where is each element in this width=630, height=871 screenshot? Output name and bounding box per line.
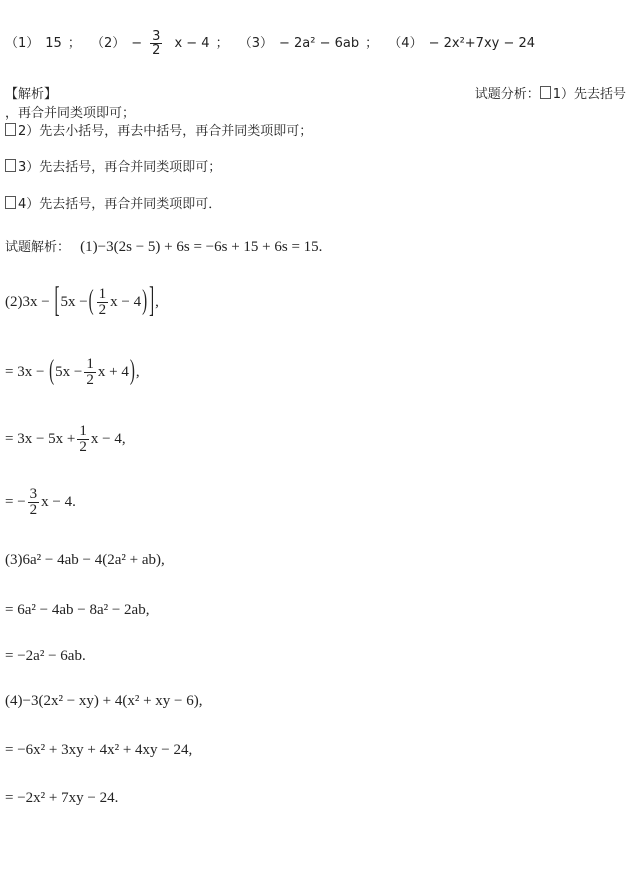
fraction-denominator: 2: [86, 372, 94, 388]
missing-glyph-icon: [540, 86, 551, 99]
analysis-line-4: [5, 193, 221, 212]
right-paren: ): [129, 356, 135, 387]
fraction-numerator: 3: [29, 486, 38, 502]
answer-3-value: − 2a² − 6ab: [279, 36, 360, 51]
missing-glyph-icon: [5, 123, 16, 136]
fraction-numerator: 1: [79, 423, 87, 439]
answer-1-value: 15: [45, 36, 62, 51]
right-bracket: ]: [149, 282, 155, 321]
solution-step-3: [5, 357, 140, 388]
fraction-numerator: 1: [86, 356, 94, 372]
step-2-b: x − 4: [110, 293, 142, 310]
step-3-a: 5x −: [55, 363, 83, 380]
fraction-denominator: 2: [29, 502, 38, 518]
solution-step-4: [5, 424, 126, 455]
step-3-fraction: [84, 357, 96, 388]
answer-2-suffix: x − 4: [174, 36, 210, 51]
answer-2-prefix: −: [131, 36, 143, 51]
solution-step-1: (1)−3(2s − 5) + 6s = −6s + 15 + 6s = 15.: [80, 239, 323, 255]
fraction-numerator: 1: [98, 286, 107, 302]
separator: ；: [215, 36, 229, 51]
separator: ；: [365, 36, 379, 51]
answer-1-label: （1）: [5, 36, 40, 51]
solution-step-10: = −6x² + 3xy + 4x² + 4xy − 24,: [5, 742, 193, 758]
left-paren: (: [88, 286, 94, 317]
missing-glyph-icon: [5, 196, 16, 209]
analysis-right-text: [475, 83, 626, 102]
solution-label: 试题解析：: [5, 240, 71, 255]
solution-step-2: [5, 282, 159, 321]
solution-step-8: = −2a² − 6ab.: [5, 648, 86, 664]
solution-line-1: [5, 236, 322, 256]
right-paren: ): [142, 286, 148, 317]
left-bracket: [: [54, 282, 60, 321]
step-2-tail: ,: [155, 293, 159, 310]
analysis-line-3-text: 3）先去括号，再合并同类项即可；: [18, 160, 222, 175]
fraction-numerator: 3: [152, 29, 161, 44]
solution-step-6: (3)6a² − 4ab − 4(2a² + ab),: [5, 552, 165, 568]
answer-2-fraction: [150, 30, 168, 57]
missing-glyph-icon: [5, 159, 16, 172]
step-5-b: x − 4.: [41, 493, 76, 510]
analysis-heading: 【解析】: [5, 87, 58, 102]
answer-4-value: − 2x²+7xy − 24: [428, 36, 536, 51]
solution-step-11: = −2x² + 7xy − 24.: [5, 790, 119, 806]
step-3-head: = 3x −: [5, 363, 45, 380]
step-2-head: (2)3x −: [5, 293, 50, 310]
step-4-b: x − 4,: [90, 430, 126, 447]
solution-step-7: = 6a² − 4ab − 8a² − 2ab,: [5, 602, 150, 618]
step-2-a: 5x −: [60, 293, 88, 310]
left-paren: (: [49, 356, 55, 387]
separator: ；: [67, 36, 81, 51]
solution-step-9: (4)−3(2x² − xy) + 4(x² + xy − 6),: [5, 693, 203, 709]
analysis-line-4-text: 4）先去括号，再合并同类项即可．: [18, 197, 222, 212]
solution-step-5: [5, 487, 76, 518]
step-3-b: x + 4: [97, 363, 129, 380]
fraction-denominator: 2: [98, 302, 107, 318]
step-4-fraction: [77, 424, 89, 455]
answer-4-label: （4）: [388, 36, 423, 51]
step-5-fraction: [28, 487, 40, 518]
fraction-denominator: 2: [79, 439, 87, 455]
step-2-fraction: [97, 287, 109, 318]
step-3-tail: ,: [135, 363, 140, 380]
answer-line: [5, 30, 541, 57]
analysis-line-2-text: 2）先去小括号，再去中括号，再合并同类项即可；: [18, 124, 313, 139]
analysis-label: 试题分析：: [474, 87, 540, 102]
answer-3-label: （3）: [238, 36, 274, 51]
answer-2-label: （2）: [90, 36, 126, 51]
analysis-line-1: ，再合并同类项即可；: [5, 106, 136, 121]
analysis-line-3: [5, 156, 221, 175]
step-5-a: = −: [5, 493, 26, 510]
fraction-denominator: 2: [152, 43, 161, 58]
analysis-line-2: [5, 120, 312, 139]
analysis-step1-start: 1）先去括号: [552, 87, 626, 102]
step-4-a: = 3x − 5x +: [5, 430, 76, 447]
